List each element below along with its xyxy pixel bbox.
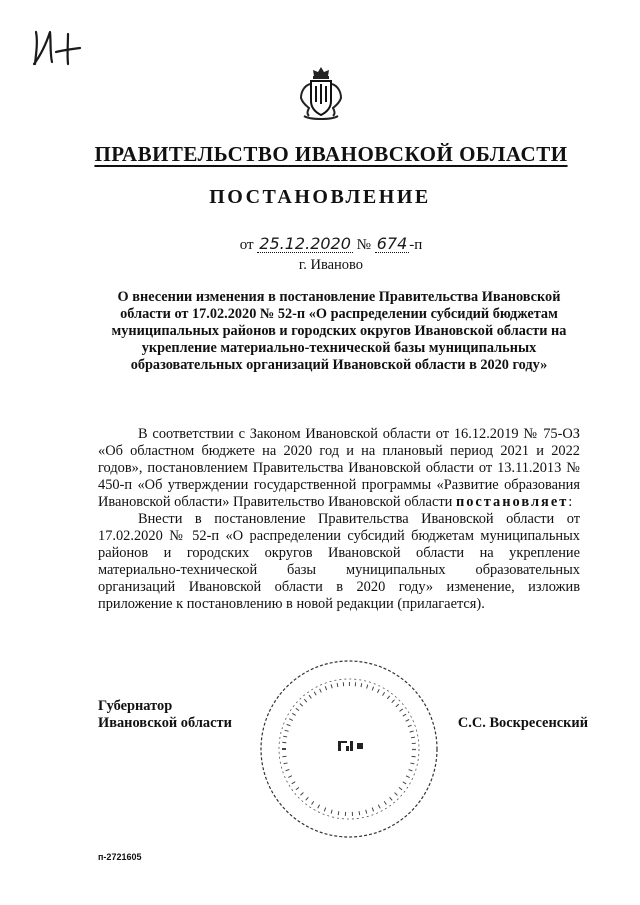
document-date: 25.12.2020 xyxy=(259,234,351,253)
date-number-line xyxy=(22,236,640,254)
preamble-text: В соответствии с Законом Ивановской области от 16.12.2019 № 75-ОЗ «Об областном бюджете на 2020 год и на плановый период 2021 и 2022 годов», постановлением Правительства Ивановской области от 13.11.2013 № 450-п «Об утверждении государственной программы «Развитие образования Ивановской области» Правительство Ивановской области xyxy=(98,426,580,510)
resolves-colon: : xyxy=(568,494,573,510)
date-prefix: от xyxy=(239,237,254,253)
document-code: п-2721605 xyxy=(98,852,142,862)
organization-title: ПРАВИТЕЛЬСТВО ИВАНОВСКОЙ ОБЛАСТИ xyxy=(94,142,568,166)
number-suffix: -п xyxy=(409,237,423,253)
document-subject: О внесении изменения в постановление Правительства Ивановской области от 17.02.2020 № 52-п «О распределении субсидий бюджетам муниципальных районов и городских округов Ивановской области на укрепление материально-технической базы муниципальных образовательных организаций Ивановской области в 2020 году» xyxy=(111,289,567,373)
coat-of-arms-emblem xyxy=(296,64,346,124)
city-line: г. Иваново xyxy=(298,257,364,273)
body-paragraph: Внести в постановление Правительства Ивановской области от 17.02.2020 № 52-п «О распределении субсидий бюджетам муниципальных районов и городских округов Ивановской области на укрепление материально-технической базы муниципальных образовательных организаций Ивановской области в 2020 году» изменение, изложив приложение к постановлению в новой редакции (прилагается). xyxy=(98,511,580,612)
signatory-post-line: Ивановской области xyxy=(98,715,232,731)
signatory-post xyxy=(98,698,232,732)
document-type: ПОСТАНОВЛЕНИЕ xyxy=(209,186,431,208)
signatory-post-line: Губернатор xyxy=(98,698,173,714)
document-number: 674 xyxy=(376,234,408,253)
official-seal-stamp xyxy=(254,654,444,844)
signatory-name: С.С. Воскресенский xyxy=(457,715,588,731)
body-paragraph xyxy=(98,426,580,511)
number-sign: № xyxy=(356,237,371,253)
document-body xyxy=(98,426,580,613)
handwritten-mark xyxy=(30,22,100,70)
resolves-word: постановляет xyxy=(455,494,569,510)
